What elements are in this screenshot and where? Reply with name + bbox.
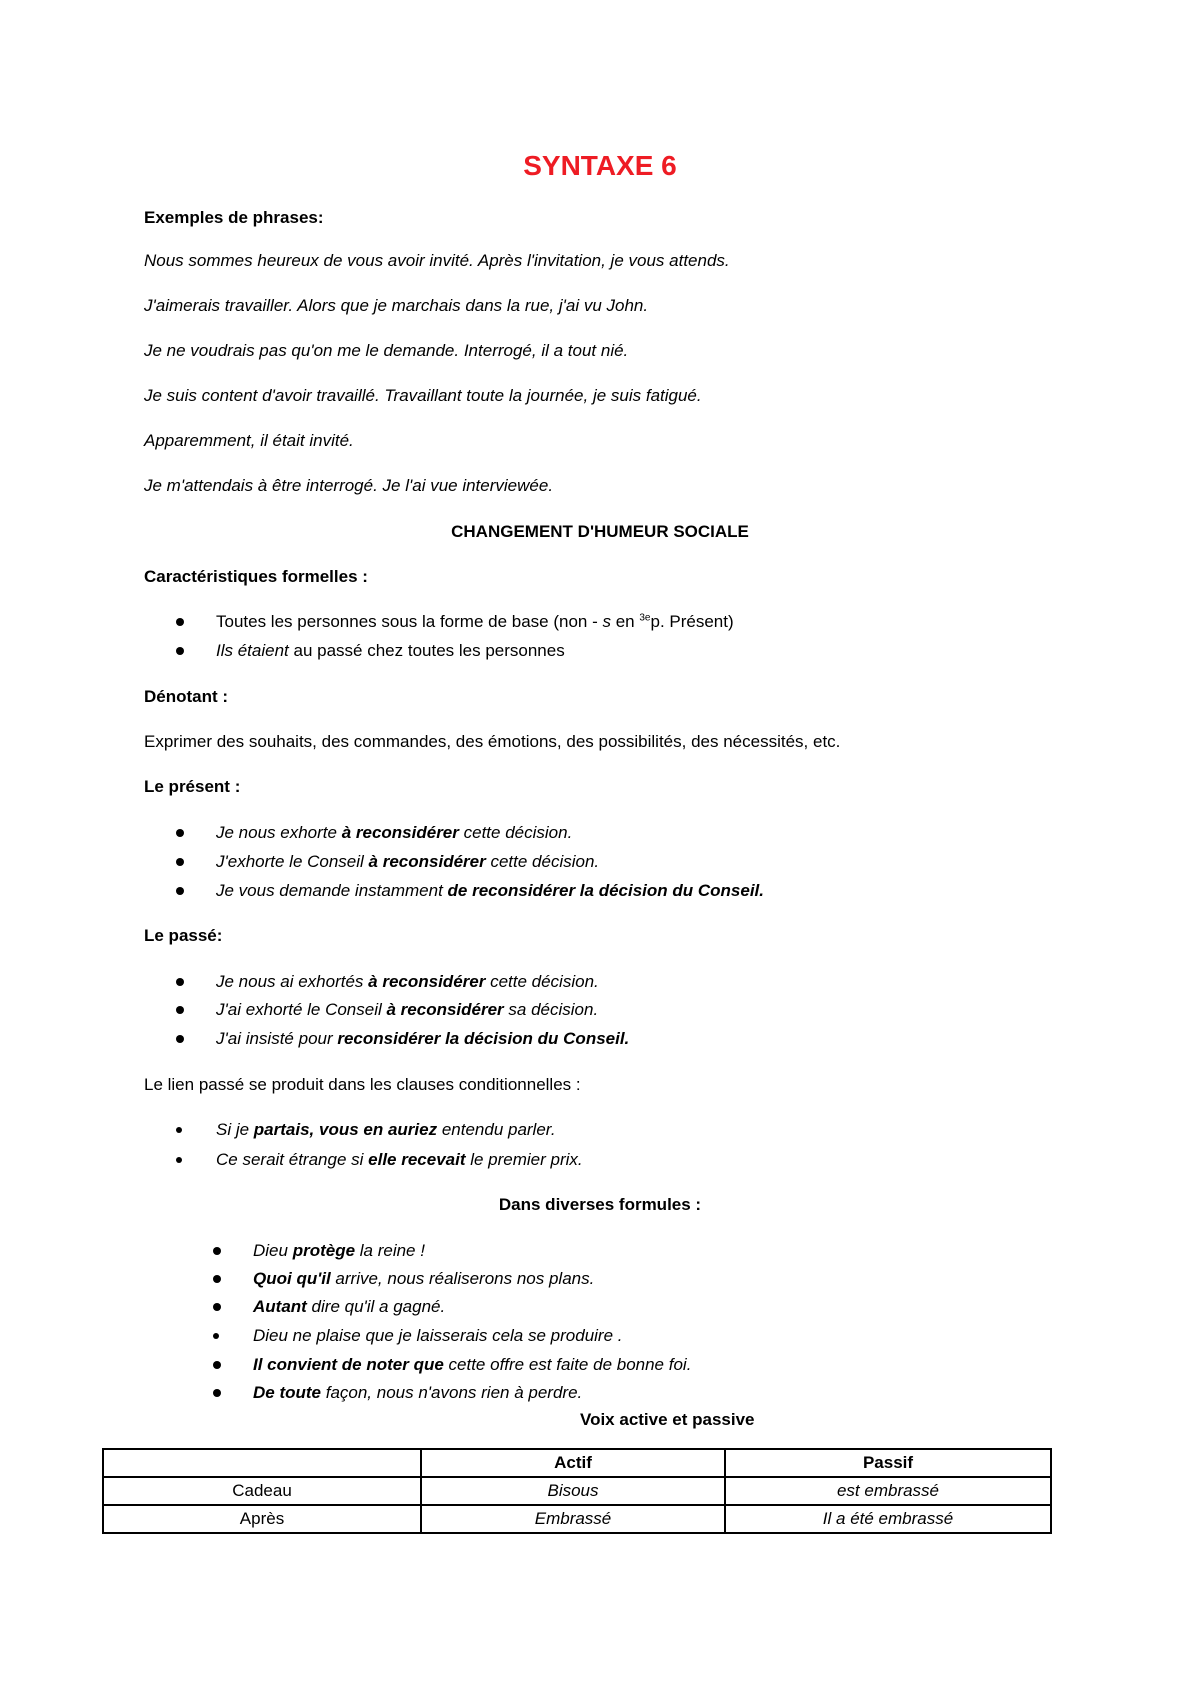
- bullet-icon: [213, 1333, 219, 1339]
- table-header-cell: Actif: [421, 1449, 725, 1477]
- bullet-icon: [176, 887, 184, 895]
- bullet-icon: [213, 1361, 221, 1369]
- denotant-text: Exprimer des souhaits, des commandes, des émotions, des possibilités, des nécessités, etc.: [144, 732, 841, 751]
- bullet-icon: [213, 1389, 221, 1397]
- table-header-cell: [103, 1449, 421, 1477]
- formal-heading: Caractéristiques formelles :: [144, 567, 368, 586]
- example-sentence: J'aimerais travailler. Alors que je marchais dans la rue, j'ai vu John.: [144, 296, 649, 315]
- denotant-heading: Dénotant :: [144, 687, 229, 706]
- bullet-icon: [176, 1035, 184, 1043]
- page-title: SYNTAXE 6: [523, 150, 677, 181]
- item-text-bold: De toute: [253, 1383, 321, 1402]
- example-sentence: Nous sommes heureux de vous avoir invité. Après l'invitation, je vous attends.: [144, 251, 730, 270]
- item-text: façon, nous n'avons rien à perdre.: [321, 1383, 583, 1402]
- formulas-heading: Dans diverses formules :: [498, 1195, 702, 1214]
- table-header-cell: Passif: [725, 1449, 1051, 1477]
- table-cell: Embrassé: [421, 1505, 725, 1533]
- item-text: la reine !: [355, 1241, 425, 1260]
- table-row: [103, 1477, 1051, 1505]
- item-text: arrive, nous réaliserons nos plans.: [330, 1269, 595, 1288]
- bullet-icon: [176, 1127, 182, 1133]
- bullet-icon: [176, 1157, 182, 1163]
- example-sentence: Apparemment, il était invité.: [144, 431, 354, 450]
- bullet-icon: [176, 647, 184, 655]
- item-text: Je vous demande instamment: [216, 881, 448, 900]
- item-text-bold: Autant: [253, 1297, 307, 1316]
- bullet-icon: [176, 858, 184, 866]
- item-text-italic: s: [602, 612, 611, 631]
- conditional-text: Le lien passé se produit dans les clauses conditionnelles :: [144, 1075, 581, 1094]
- section-heading: CHANGEMENT D'HUMEUR SOCIALE: [451, 522, 749, 541]
- item-text: au passé chez toutes les personnes: [288, 641, 565, 660]
- item-text: dire qu'il a gagné.: [306, 1297, 446, 1316]
- bullet-icon: [213, 1275, 221, 1283]
- table-cell: Cadeau: [103, 1477, 421, 1505]
- item-text: en: [611, 612, 640, 631]
- item-text: Dieu: [253, 1241, 293, 1260]
- table-cell: est embrassé: [725, 1477, 1051, 1505]
- item-text: Je nous ai exhortés: [216, 972, 369, 991]
- bullet-icon: [176, 978, 184, 986]
- item-text: J'exhorte le Conseil: [216, 852, 369, 871]
- example-sentence: Je ne voudrais pas qu'on me le demande. Interrogé, il a tout nié.: [144, 341, 629, 360]
- example-sentence: Je m'attendais à être interrogé. Je l'ai vue interviewée.: [144, 476, 554, 495]
- item-text: Ce serait étrange si: [216, 1150, 369, 1169]
- item-text-bold: de reconsidérer la décision du Conseil.: [447, 881, 764, 900]
- item-text: sa décision.: [503, 1000, 599, 1019]
- item-text-bold: reconsidérer la décision du Conseil.: [337, 1029, 630, 1048]
- past-heading: Le passé:: [144, 926, 223, 945]
- item-text: cette décision.: [458, 823, 573, 842]
- voice-heading: Voix active et passive: [580, 1410, 755, 1429]
- item-text: Dieu ne plaise que je laisserais cela se produire .: [253, 1326, 623, 1345]
- item-text-bold: elle recevait: [368, 1150, 466, 1169]
- item-text: p. Présent): [650, 612, 734, 631]
- item-text: J'ai exhorté le Conseil: [216, 1000, 387, 1019]
- item-text: cette décision.: [485, 852, 600, 871]
- item-text-bold: à reconsidérer: [368, 852, 486, 871]
- item-text-bold: à reconsidérer: [341, 823, 459, 842]
- table-header-row: [103, 1449, 1051, 1477]
- examples-heading: Exemples de phrases:: [144, 208, 324, 227]
- item-text: le premier prix.: [465, 1150, 583, 1169]
- item-text: Toutes les personnes sous la forme de base (non -: [216, 612, 603, 631]
- bullet-icon: [176, 618, 184, 626]
- table-row: [103, 1505, 1051, 1533]
- superscript: 3e: [639, 612, 651, 624]
- item-text: Si je: [216, 1120, 254, 1139]
- item-text-bold: à reconsidérer: [368, 972, 486, 991]
- example-sentence: Je suis content d'avoir travaillé. Travaillant toute la journée, je suis fatigué.: [144, 386, 702, 405]
- item-text: entendu parler.: [437, 1120, 556, 1139]
- item-text-bold: Quoi qu'il: [253, 1269, 331, 1288]
- bullet-icon: [176, 829, 184, 837]
- table-cell: Après: [103, 1505, 421, 1533]
- table-cell: Il a été embrassé: [725, 1505, 1051, 1533]
- item-text-bold: protège: [292, 1241, 356, 1260]
- item-text: Je nous exhorte: [216, 823, 342, 842]
- item-text-bold: Il convient de noter que: [253, 1355, 444, 1374]
- bullet-icon: [176, 1006, 184, 1014]
- item-text-bold: partais, vous en auriez: [253, 1120, 438, 1139]
- bullet-icon: [213, 1303, 221, 1311]
- bullet-icon: [213, 1247, 221, 1255]
- item-text-italic: Ils étaient: [216, 641, 289, 660]
- voice-table: [102, 1448, 1052, 1534]
- present-heading: Le présent :: [144, 777, 241, 796]
- item-text: J'ai insisté pour: [216, 1029, 338, 1048]
- table-cell: Bisous: [421, 1477, 725, 1505]
- item-text-bold: à reconsidérer: [386, 1000, 504, 1019]
- item-text: cette décision.: [485, 972, 599, 991]
- item-text: cette offre est faite de bonne foi.: [443, 1355, 692, 1374]
